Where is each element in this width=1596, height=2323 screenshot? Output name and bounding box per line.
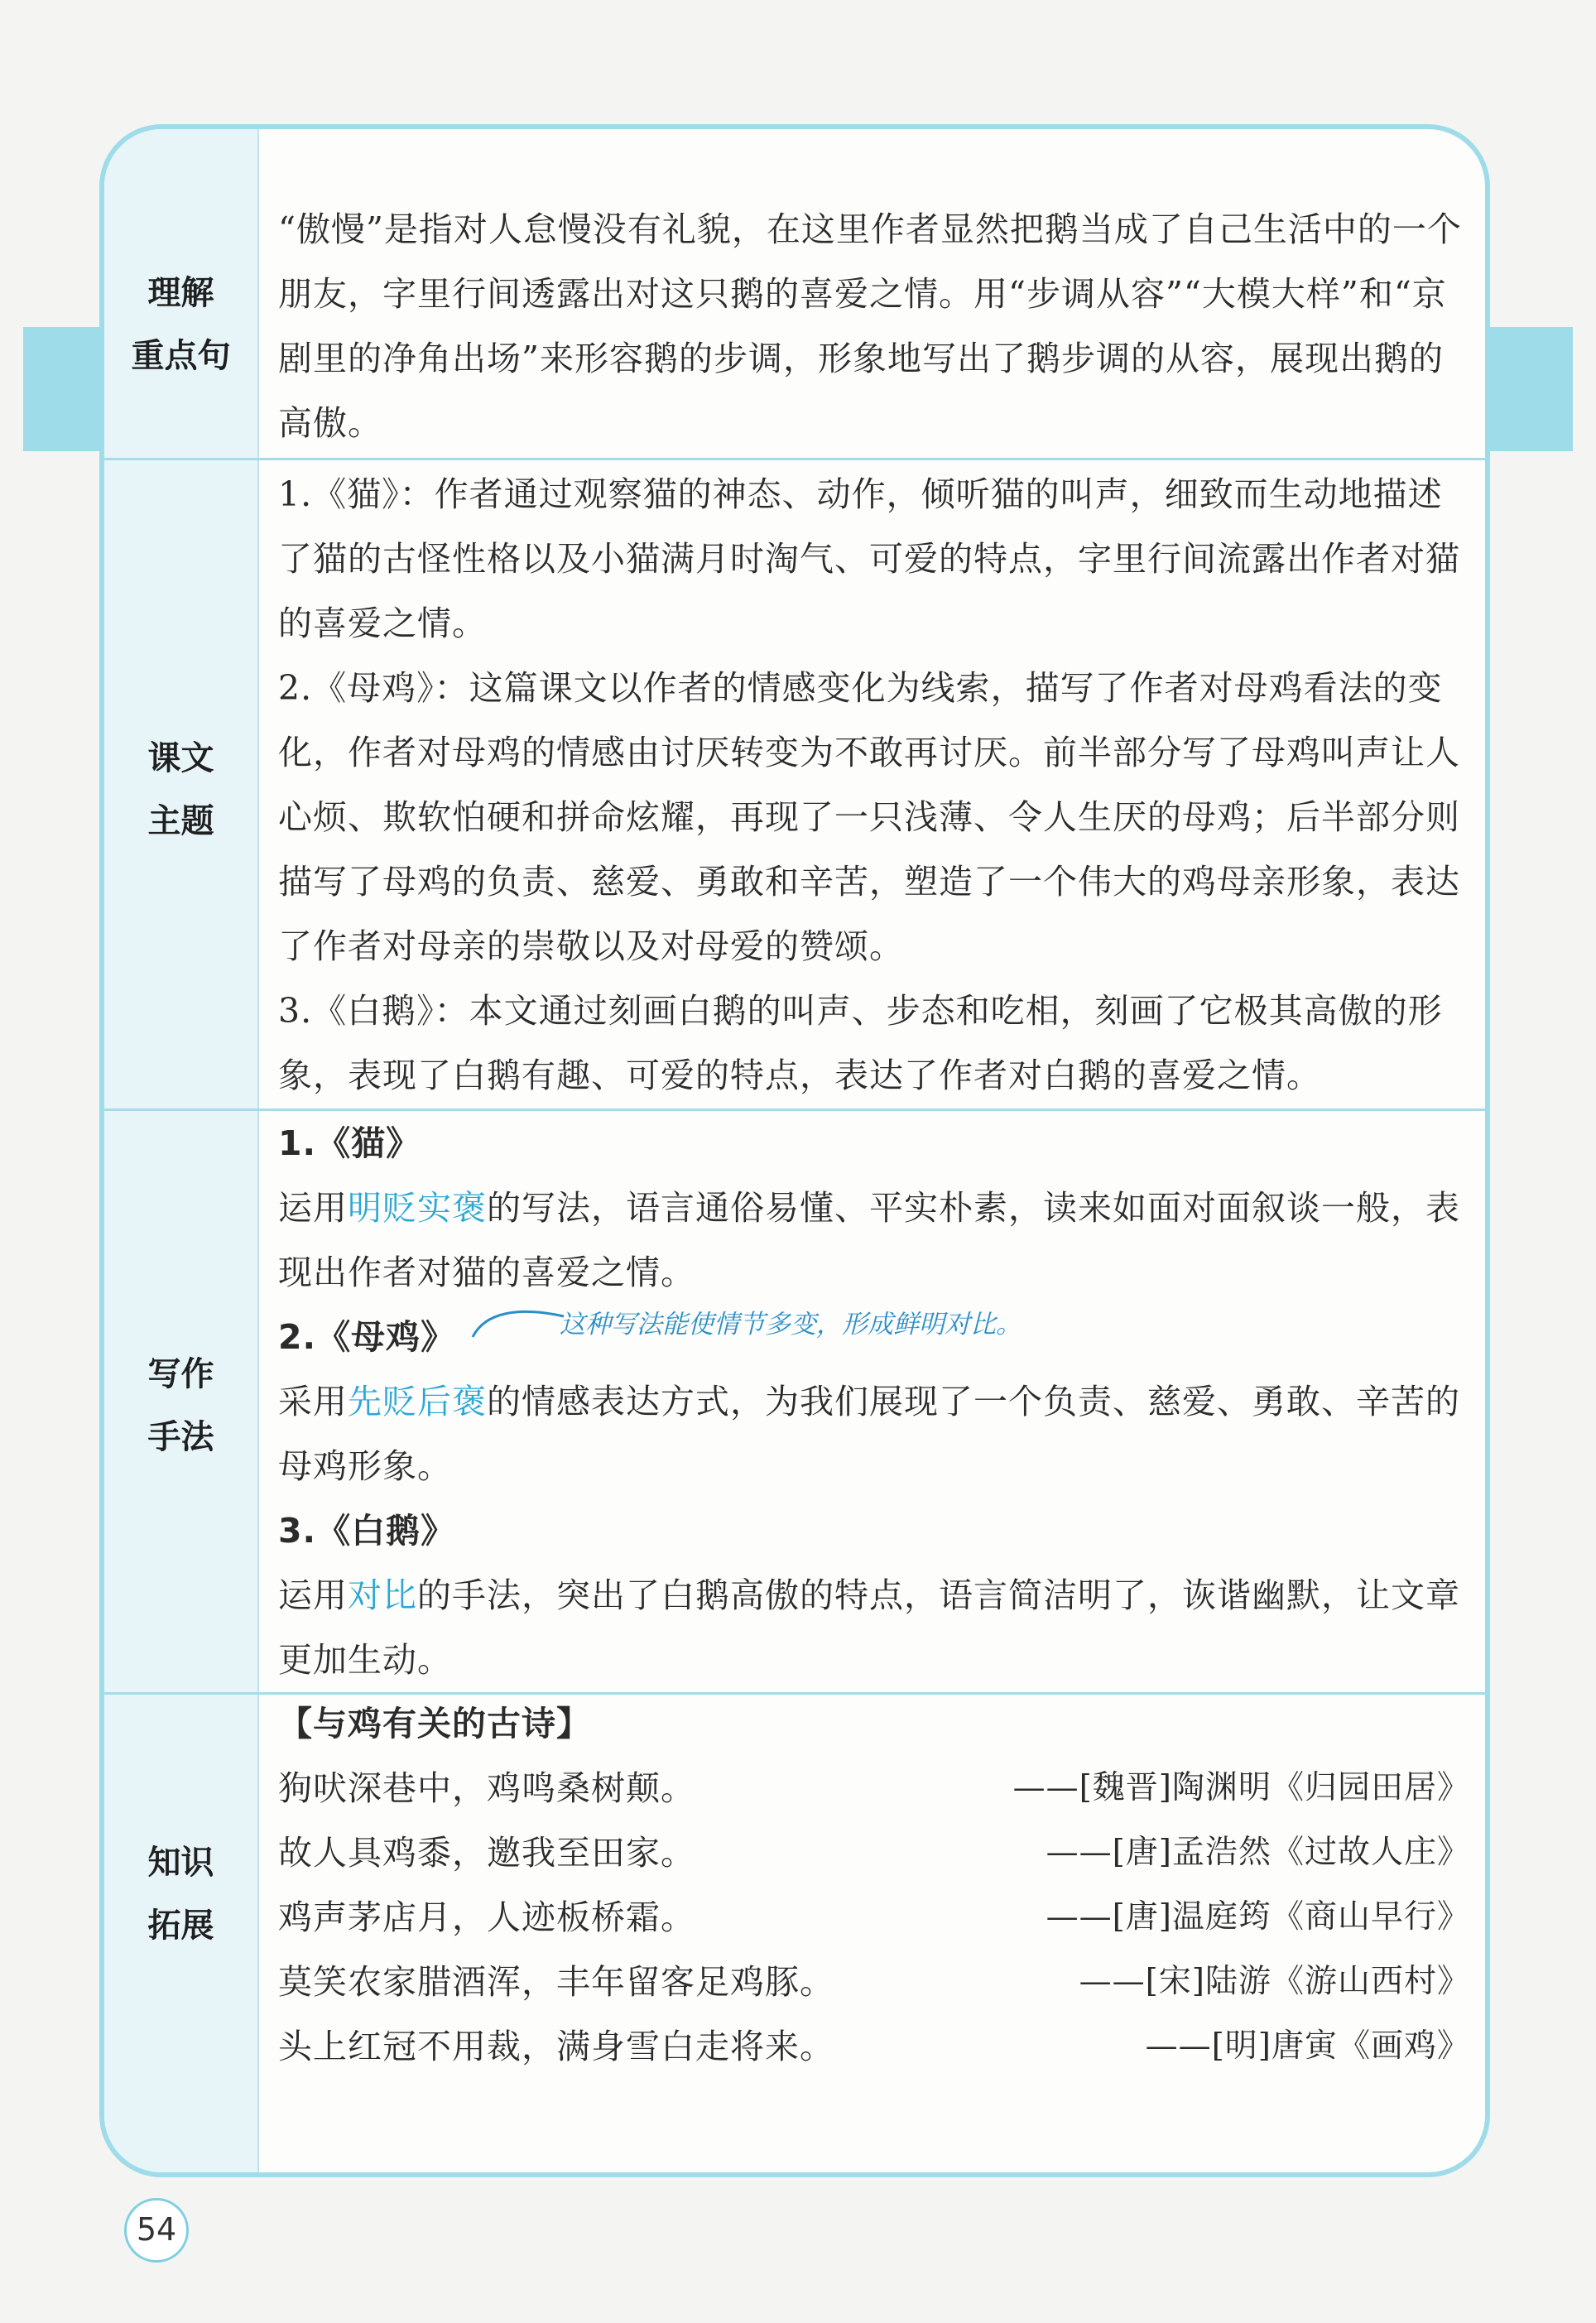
poem-line: 鸡声茅店月，人迹板桥霜。	[278, 1897, 695, 1937]
writing-paragraph: 运用对比的手法，突出了白鹅高傲的特点，语言简洁明了，诙谐幽默，让文章更加生动。	[278, 1575, 1460, 1680]
knowledge-heading: 【与鸡有关的古诗】	[278, 1704, 591, 1743]
paragraph: “傲慢”是指对人怠慢没有礼貌，在这里作者显然把鹅当成了自己生活中的一个朋友，字里行间透露出对这只鹅的喜爱之情。用“步调从容”“大模大样”和“京剧里的净角出场”来形容鹅的步调，形象地写出了鹅步调的从容，展现出鹅的高傲。	[278, 209, 1462, 443]
label-line: 重点句	[131, 337, 231, 375]
section-key-sentence	[104, 129, 1485, 460]
section-body	[278, 197, 1470, 455]
theme-paragraph: 1.《猫》：作者通过观察猫的神态、动作，倾听猫的叫声，细致而生动地描述了猫的古怪性格以及小猫满月时淘气、可爱的特点，字里行间流露出作者对猫的喜爱之情。	[278, 474, 1460, 643]
annotation-arrow	[469, 1300, 568, 1341]
poem-row	[278, 1950, 1470, 2014]
section-knowledge	[104, 1695, 1485, 2175]
section-writing	[104, 1111, 1485, 1693]
label-line: 拓展	[147, 1907, 214, 1945]
content-card	[99, 124, 1490, 2177]
section-label	[104, 262, 257, 387]
section-body	[278, 1691, 1470, 2079]
highlight-term: 明贬实褒	[348, 1188, 487, 1228]
poem-source: ——[魏晋]陶渊明《归园田居》	[1012, 1769, 1470, 1806]
writing-paragraph: 运用明贬实褒的写法，语言通俗易懂、平实朴素，读来如面对面叙谈一般，表现出作者对猫的喜爱之情。	[278, 1188, 1460, 1292]
label-line: 理解	[147, 274, 214, 312]
label-line: 手法	[147, 1418, 214, 1456]
theme-paragraph: 2.《母鸡》：这篇课文以作者的情感变化为线索，描写了作者对母鸡看法的变化，作者对母鸡的情感由讨厌转变为不敢再讨厌。前半部分写了母鸡叫声让人心烦、欺软怕硬和拼命炫耀，再现了一只浅薄、令人生厌的母鸡；后半部分则描写了母鸡的负责、慈爱、勇敢和辛苦，塑造了一个伟大的鸡母亲形象，表达了作者对母亲的崇敬以及对母爱的赞颂。	[278, 668, 1460, 966]
highlight-term: 先贬后褒	[348, 1382, 487, 1421]
highlight-term: 对比	[348, 1575, 417, 1615]
section-label	[104, 727, 257, 853]
poem-source: ——[唐]温庭筠《商山早行》	[1046, 1898, 1470, 1936]
poem-line: 狗吠深巷中，鸡鸣桑树颠。	[278, 1768, 695, 1808]
poem-row	[278, 1885, 1470, 1950]
poem-line: 莫笑农家腊酒浑，丰年留客足鸡豚。	[278, 1962, 834, 2002]
writing-title: 1.《猫》	[278, 1123, 421, 1163]
poem-line: 故人具鸡黍，邀我至田家。	[278, 1833, 695, 1873]
poem-source: ——[宋]陆游《游山西村》	[1079, 1963, 1470, 2000]
label-line: 知识	[147, 1844, 214, 1882]
section-body	[278, 1111, 1470, 1692]
poem-line: 头上红冠不用裁，满身雪白走将来。	[278, 2027, 834, 2066]
poem-row	[278, 1820, 1470, 1885]
page-number: 54	[124, 2198, 189, 2263]
theme-paragraph: 3.《白鹅》：本文通过刻画白鹅的叫声、步态和吃相，刻画了它极其高傲的形象，表现了白鹅有趣、可爱的特点，表达了作者对白鹅的喜爱之情。	[278, 991, 1443, 1095]
section-body	[278, 462, 1470, 1108]
poem-row	[278, 2014, 1470, 2079]
poem-row	[278, 1756, 1470, 1820]
section-label	[104, 1343, 257, 1469]
writing-paragraph: 采用先贬后褒的情感表达方式，为我们展现了一个负责、慈爱、勇敢、辛苦的母鸡形象。	[278, 1382, 1460, 1486]
section-label	[104, 1831, 257, 1957]
poem-source: ——[唐]孟浩然《过故人庄》	[1046, 1834, 1470, 1871]
label-line: 写作	[147, 1355, 214, 1393]
label-line: 课文	[147, 739, 214, 777]
poem-source: ——[明]唐寅《画鸡》	[1145, 2027, 1470, 2065]
writing-title: 3.《白鹅》	[278, 1511, 456, 1551]
writing-title: 2.《母鸡》	[278, 1317, 456, 1357]
handwritten-note: 这种写法能使情节多变，形成鲜明对比。	[560, 1310, 1022, 1339]
label-line: 主题	[147, 802, 214, 840]
